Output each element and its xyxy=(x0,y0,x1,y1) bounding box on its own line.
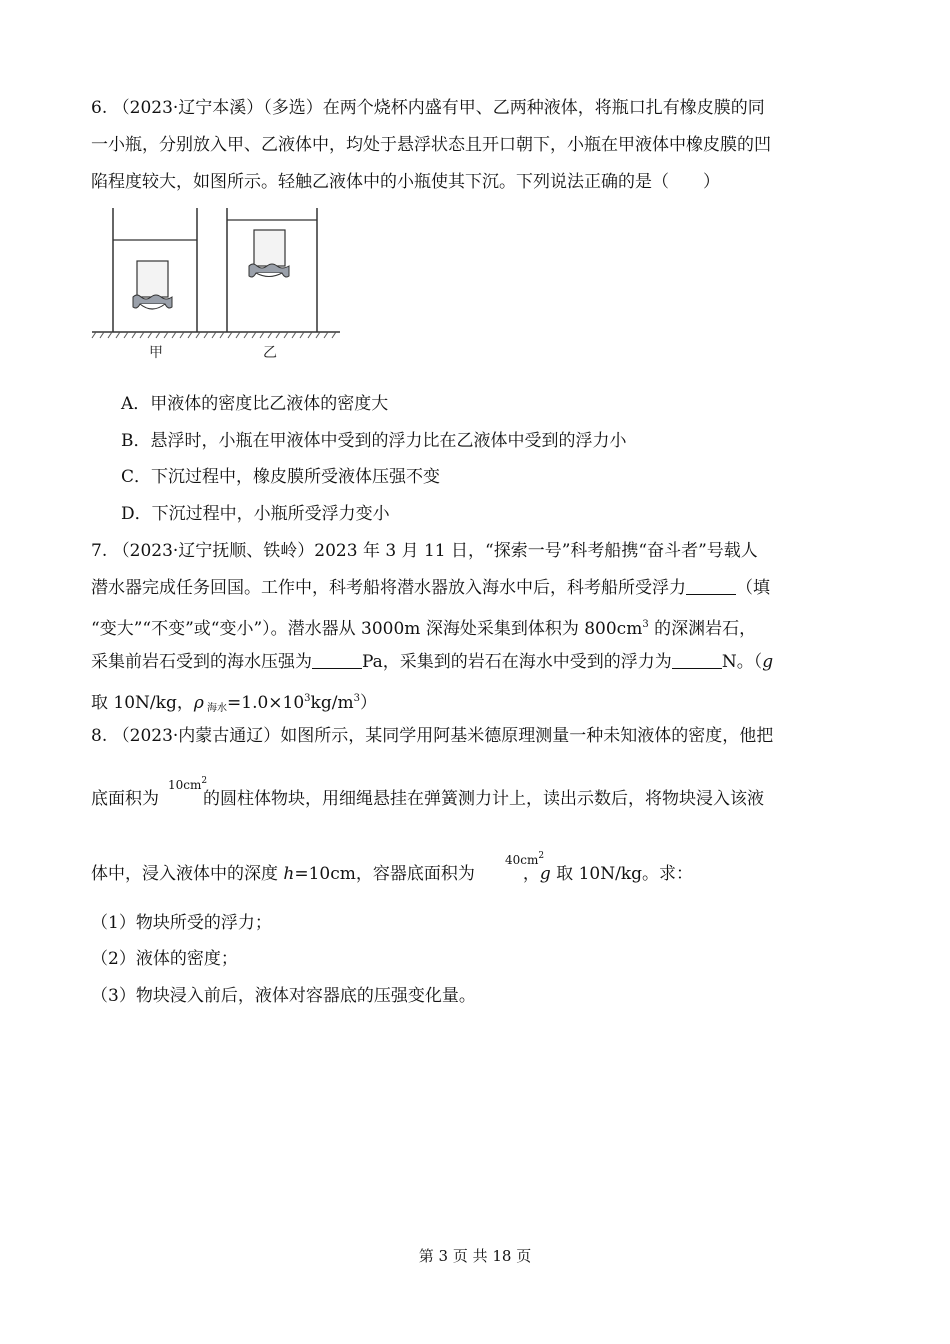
bottle-jia xyxy=(137,261,168,297)
q7-stem-line5: 取 10N/kg，ρ $_{海水}=1.0\times 10^3kg/m^3$） xyxy=(91,693,377,714)
q6-stem-line1: 6. （2023·辽宁本溪）（多选）在两个烧杯内盛有甲、乙两种液体，将瓶口扎有橡皮膜的同 xyxy=(91,98,765,118)
q8-subquestion-2: （2）液体的密度； xyxy=(91,949,238,969)
page-footer: 第 3 页 共 18 页 xyxy=(418,1247,532,1265)
q8-stem-line1: 8. （2023·内蒙古通辽）如图所示，某同学用阿基米德原理测量一种未知液体的密度，他把 xyxy=(91,726,774,746)
q6-figure xyxy=(88,200,348,365)
q8-stem-line3: 体中，浸入液体中的深度 h=10cm，容器底面积为 ，g 取 10N/kg。求： xyxy=(91,864,694,884)
q7-stem-line2: 潜水器完成任务回国。工作中，科考船将潜水器放入海水中后，科考船所受浮力 （填 xyxy=(91,578,770,598)
q7-stem-line4: 采集前岩石受到的海水压强为 Pa，采集到的岩石在海水中受到的浮力为 N。（g xyxy=(91,652,774,672)
label-jia: 甲 xyxy=(149,345,163,361)
q6-stem-line2: 一小瓶，分别放入甲、乙液体中，均处于悬浮状态且开口朝下，小瓶在甲液体中橡皮膜的凹 xyxy=(91,135,771,155)
bottle-yi xyxy=(254,230,285,266)
q6-option-d: D．下沉过程中，小瓶所受浮力变小 xyxy=(121,504,390,524)
q8-subquestion-1: （1）物块所受的浮力； xyxy=(91,913,272,933)
q6-option-c: C．下沉过程中，橡皮膜所受液体压强不变 xyxy=(121,467,441,487)
q8-area-1: $10cm^2$ xyxy=(168,776,208,792)
answer-blank-2[interactable] xyxy=(312,651,362,669)
q8-area-2: $40cm^2$ xyxy=(505,851,545,867)
beaker-jia xyxy=(113,208,197,332)
q6-stem-line3: 陷程度较大，如图所示。轻触乙液体中的小瓶使其下沉。下列说法正确的是（ ） xyxy=(91,172,720,192)
answer-blank-3[interactable] xyxy=(672,651,722,669)
q6-option-a: A．甲液体的密度比乙液体的密度大 xyxy=(121,394,389,414)
q7-stem-line3: “变大”“不变”或“变小”）。潜水器从 3000m 深海处采集到体积为 $800cm^3$ 的深渊岩石， xyxy=(91,619,757,639)
q8-subquestion-3: （3）物块浸入前后，液体对容器底的压强变化量。 xyxy=(91,986,476,1006)
q6-option-b: B．悬浮时，小瓶在甲液体中受到的浮力比在乙液体中受到的浮力小 xyxy=(121,431,627,451)
q8-stem-line2: 底面积为 的圆柱体物块，用细绳悬挂在弹簧测力计上，读出示数后，将物块浸入该液 xyxy=(91,789,764,809)
beaker-yi xyxy=(227,208,317,332)
label-yi: 乙 xyxy=(263,345,277,361)
answer-blank-1[interactable] xyxy=(686,577,736,595)
ground-hatch xyxy=(92,332,336,338)
q7-stem-line1: 7. （2023·辽宁抚顺、铁岭）2023 年 3 月 11 日，“探索一号”科考船携“奋斗者”号载人 xyxy=(91,541,758,561)
